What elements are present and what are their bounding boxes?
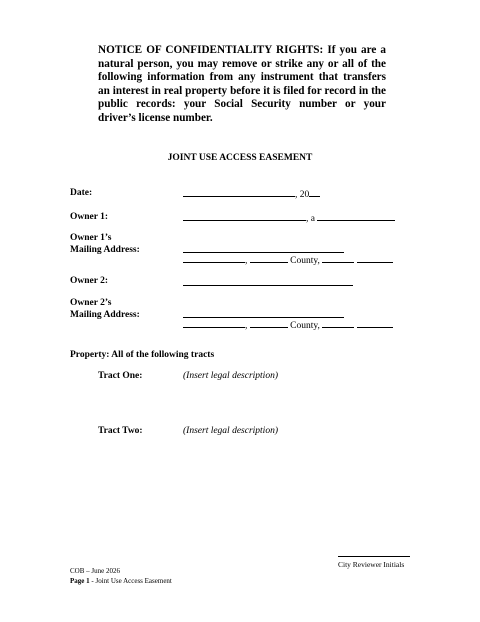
tract-two-label: Tract Two: bbox=[98, 426, 143, 436]
tract-one-text: (Insert legal description) bbox=[183, 371, 278, 381]
comma: , bbox=[245, 256, 248, 266]
owner2-zip-blank[interactable] bbox=[357, 318, 393, 328]
owner1-label: Owner 1: bbox=[70, 212, 109, 222]
county-text: County, bbox=[290, 256, 320, 266]
comma: , bbox=[245, 321, 248, 331]
footer-revision: COB – June 2026 bbox=[70, 567, 120, 575]
date-year-prefix: , 20 bbox=[295, 190, 310, 200]
county-text: County, bbox=[290, 321, 320, 331]
footer-page-number: Page 1 bbox=[70, 577, 90, 585]
owner2-mailing-label bbox=[70, 297, 140, 321]
tract-one-label: Tract One: bbox=[98, 371, 143, 381]
owner1-city-county-row[interactable] bbox=[183, 253, 393, 267]
date-label: Date: bbox=[70, 188, 93, 198]
tract-two-text: (Insert legal description) bbox=[183, 426, 278, 436]
footer-page-title: - Joint Use Access Easement bbox=[89, 577, 172, 585]
date-field[interactable] bbox=[183, 187, 320, 201]
city-reviewer-initials-label: City Reviewer Initials bbox=[338, 560, 405, 569]
footer-page bbox=[70, 577, 172, 586]
document-title: JOINT USE ACCESS EASEMENT bbox=[167, 153, 313, 163]
owner1-city-blank[interactable] bbox=[183, 253, 245, 263]
owner2-label: Owner 2: bbox=[70, 276, 109, 286]
owner1-field[interactable] bbox=[183, 211, 395, 225]
owner1-county-blank[interactable] bbox=[250, 253, 288, 263]
owner2-city-county-row[interactable] bbox=[183, 318, 393, 332]
owner1-state-blank[interactable] bbox=[322, 253, 354, 263]
city-reviewer-initials-line[interactable] bbox=[338, 556, 410, 557]
owner1-zip-blank[interactable] bbox=[357, 253, 393, 263]
owner2-mailing-label-line1: Owner 2’s bbox=[70, 298, 112, 308]
owner1-mailing-label-line1: Owner 1’s bbox=[70, 233, 112, 243]
owner2-state-blank[interactable] bbox=[322, 318, 354, 328]
property-heading: Property: All of the following tracts bbox=[70, 350, 215, 360]
tract-one-description[interactable] bbox=[183, 371, 278, 381]
owner2-mailing-label-line2: Mailing Address: bbox=[70, 310, 140, 320]
owner2-city-blank[interactable] bbox=[183, 318, 245, 328]
owner1-mailing-label bbox=[70, 232, 140, 256]
owner1-mailing-label-line2: Mailing Address: bbox=[70, 245, 140, 255]
owner1-suffix: , a bbox=[306, 214, 315, 224]
owner1-entity-blank[interactable] bbox=[317, 211, 395, 221]
confidentiality-notice: NOTICE OF CONFIDENTIALITY RIGHTS: If you are a natural person, you may remove or strike any or all of the following information from any instrument that transfers an interest in real property before it is filed for record in the public records: your Social Security number or your driver’s license number. bbox=[98, 44, 386, 124]
year-blank[interactable] bbox=[309, 187, 320, 197]
owner1-name-blank[interactable] bbox=[183, 211, 306, 221]
date-blank[interactable] bbox=[183, 187, 295, 197]
owner2-name-line[interactable] bbox=[183, 285, 353, 286]
tract-two-description[interactable] bbox=[183, 426, 278, 436]
owner2-county-blank[interactable] bbox=[250, 318, 288, 328]
